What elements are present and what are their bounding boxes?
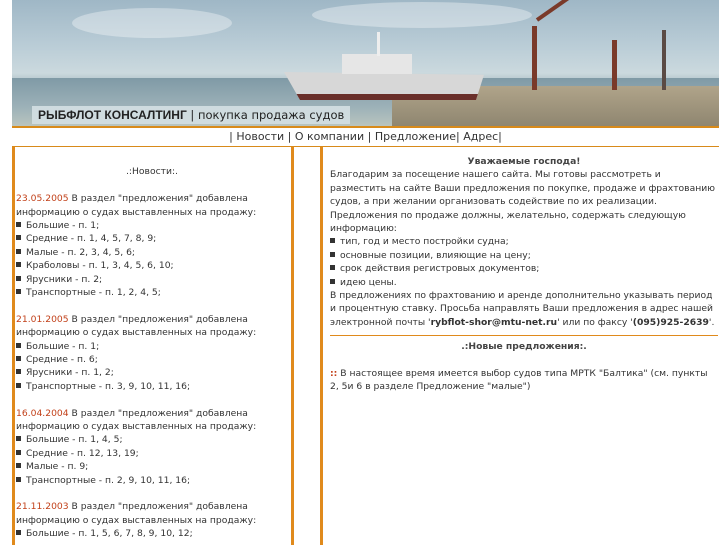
list-item: Малые - п. 9;	[16, 460, 288, 473]
crane-boom	[536, 0, 579, 22]
nav-offers[interactable]: Предложение	[374, 130, 456, 143]
news-text: В раздел "предложения" добавлена информацию о судах выставленных на продажу:	[16, 501, 257, 526]
column-divider-bar	[320, 147, 323, 545]
left-border-bar	[12, 147, 15, 545]
square-bullet-icon	[16, 530, 21, 535]
sky-cloud	[312, 2, 532, 28]
list-item: Средние - п. 6;	[16, 353, 288, 366]
square-bullet-icon	[16, 222, 21, 227]
square-bullet-icon	[330, 252, 335, 257]
header-banner	[12, 0, 719, 126]
news-entry	[16, 192, 288, 219]
news-date: 23.05.2005	[16, 193, 69, 205]
list-item: Ярусники - п. 1, 2;	[16, 366, 288, 379]
news-entry	[16, 407, 288, 434]
list-item: основные позиции, влияющие на цену;	[330, 249, 718, 262]
news-text: В раздел "предложения" добавлена информацию о судах выставленных на продажу:	[16, 313, 257, 339]
orange-divider	[330, 335, 718, 336]
news-date: 21.11.2003	[16, 501, 69, 513]
nav-news[interactable]: Новости	[236, 130, 285, 143]
list-item: Большие - п. 1, 4, 5;	[16, 433, 288, 446]
news-text: В раздел "предложения" добавлена информацию о судах выставленных на продажу:	[16, 193, 257, 218]
offers-title: .:Новые предложения:.	[461, 341, 587, 353]
column-divider-bar	[291, 147, 294, 545]
ship-mast	[377, 32, 380, 56]
fax-number: (095)925-2639	[632, 316, 709, 328]
square-bullet-icon	[330, 279, 335, 284]
ship-superstructure	[342, 54, 412, 74]
square-bullet-icon	[16, 477, 21, 482]
list-item: Средние - п. 1, 4, 5, 7, 8, 9;	[16, 232, 288, 245]
greeting-title: Уважаемые господа!	[467, 156, 581, 167]
list-item: Большие - п. 1;	[16, 340, 288, 353]
email-link[interactable]: rybflot-shor@mtu-net.ru	[430, 316, 558, 328]
list-item: Транспортные - п. 1, 2, 4, 5;	[16, 286, 288, 299]
news-entry	[16, 500, 288, 527]
contact-paragraph: В предложениях по фрахтованию и аренде дополнительно указывать период и процентную ставку. Просьба направлять Ваши предложения в адрес нашей электронной почты 'rybflot-shor@mtu-net.ru' или по факсу '(095)925-2639'.	[330, 290, 715, 328]
site-tagline: покупка продажа судов	[197, 108, 345, 122]
nav-about[interactable]: О компании	[294, 130, 365, 143]
offer-item	[330, 367, 718, 394]
list-item: Малые - п. 2, 3, 4, 5, 6;	[16, 246, 288, 259]
news-title: .:Новости:.	[126, 166, 178, 178]
list-item: Краболовы - п. 1, 3, 4, 5, 6, 10;	[16, 259, 288, 272]
greeting-intro: Благодарим за посещение нашего сайта. Мы готовы рассмотреть и разместить на сайте Ваши предложения по покупке, продаже и фрахтованию судов, а при желании организовать содействие по их реализации. Предложения по продаже должны, желательно, содержать следующую информацию:	[330, 169, 715, 235]
square-bullet-icon	[16, 249, 21, 254]
square-bullet-icon	[16, 235, 21, 240]
list-item: Большие - п. 1, 5, 6, 7, 8, 9, 10, 12;	[16, 527, 288, 540]
list-item: Транспортные - п. 3, 9, 10, 11, 16;	[16, 380, 288, 393]
list-item: Ярусники - п. 2;	[16, 273, 288, 286]
orange-divider	[12, 146, 719, 147]
offer-marker: ::	[330, 368, 338, 380]
title-separator: |	[186, 108, 198, 122]
main-content	[330, 155, 718, 394]
square-bullet-icon	[16, 276, 21, 281]
list-item: тип, год и место постройки судна;	[330, 235, 718, 248]
square-bullet-icon	[330, 238, 335, 243]
list-item: идею цены.	[330, 276, 718, 289]
square-bullet-icon	[16, 463, 21, 468]
list-item: срок действия регистровых документов;	[330, 262, 718, 275]
square-bullet-icon	[16, 262, 21, 267]
news-entry	[16, 313, 288, 340]
square-bullet-icon	[16, 369, 21, 374]
crane-tower	[532, 26, 537, 90]
news-date: 16.04.2004	[16, 407, 69, 419]
crane-tower	[612, 40, 617, 90]
square-bullet-icon	[16, 289, 21, 294]
news-text: В раздел "предложения" добавлена информацию о судах выставленных на продажу:	[16, 407, 257, 433]
square-bullet-icon	[16, 356, 21, 361]
top-navigation: | Новости | О компании | Предложение| Адрес|	[12, 128, 719, 146]
square-bullet-icon	[16, 450, 21, 455]
square-bullet-icon	[330, 265, 335, 270]
sky-cloud	[72, 8, 232, 38]
brand-name: РЫБФЛОТ КОНСАЛТИНГ	[38, 108, 187, 122]
nav-address[interactable]: Адрес	[463, 130, 499, 143]
site-title	[32, 106, 350, 124]
ship-hull	[284, 72, 484, 100]
list-item: Средние - п. 12, 13, 19;	[16, 447, 288, 460]
square-bullet-icon	[16, 343, 21, 348]
square-bullet-icon	[16, 436, 21, 441]
square-bullet-icon	[16, 383, 21, 388]
offer-text: В настоящее время имеется выбор судов типа МРТК "Балтика" (см. пункты 2, 5и 6 в разделе Предложение "малые")	[330, 368, 708, 393]
news-column	[16, 152, 288, 541]
crane-tower	[662, 30, 666, 90]
news-date: 21.01.2005	[16, 313, 69, 325]
list-item: Транспортные - п. 2, 9, 10, 11, 16;	[16, 474, 288, 487]
list-item: Большие - п. 1;	[16, 219, 288, 232]
